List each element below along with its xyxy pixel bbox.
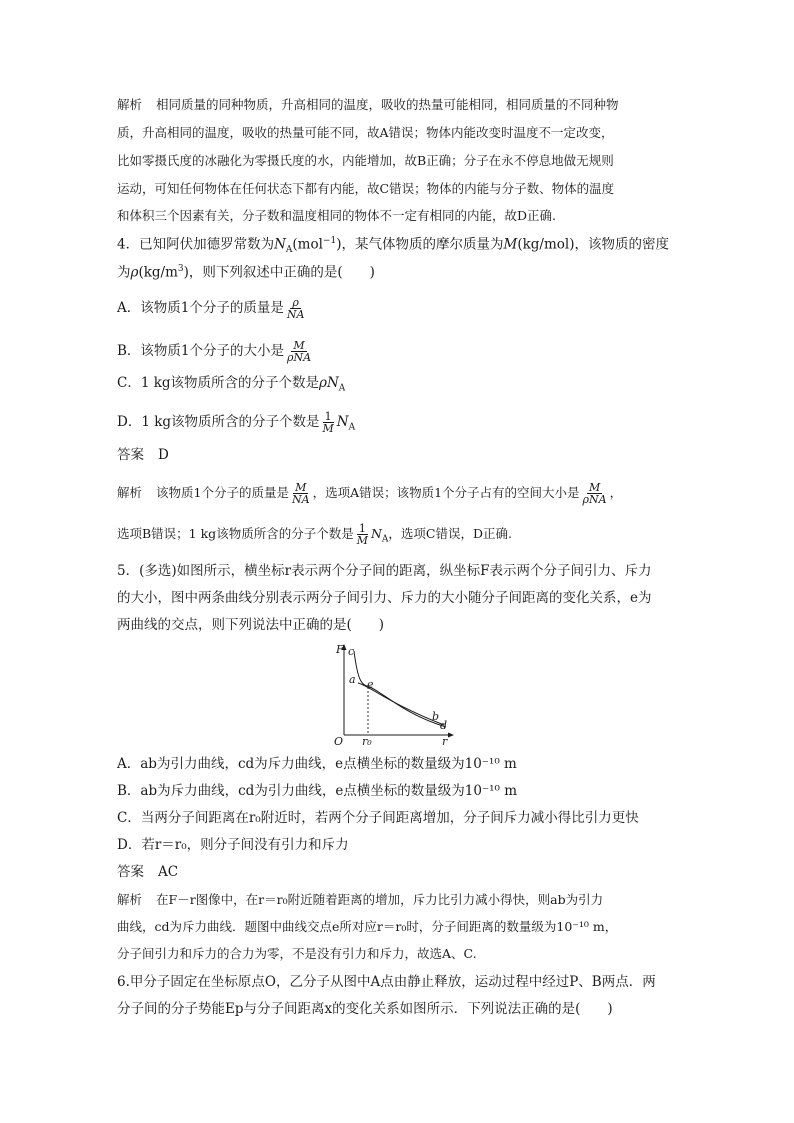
q4-option-c: C．1 kg该物质所含的分子个数是$\rho N_A$ bbox=[117, 375, 346, 394]
q4-option-a: A．该物质1个分子的质量是 $\frac{\rho}{NA}$ bbox=[117, 296, 305, 321]
q4-analysis-line-1: 解析 该物质1个分子的质量是 $\frac{M}{NA}$ ，选项A错误；该物质1个分子占有的空间大小是 $\frac{M}{\text{ρNA}}$ ， bbox=[117, 481, 623, 506]
q5-stem-line: 5．(多选)如图所示，横坐标r表示两个分子间的距离，纵坐标F表示两个分子间引力、斥力 bbox=[117, 563, 652, 579]
q4-option-b: B．该物质1个分子的大小是 $\frac{M}{\text{ρNA}}$ bbox=[117, 339, 312, 364]
axis-label-r: r bbox=[442, 735, 448, 748]
analysis-line: 运动，可知任何物体在任何状态下都有内能，故C错误；物体的内能与分子数、物体的温度 bbox=[117, 181, 615, 196]
force-distance-figure bbox=[336, 641, 456, 746]
q6-stem-line: 分子间的分子势能Ep与分子间距离x的变化关系如图所示．下列说法正确的是( ) bbox=[117, 1001, 613, 1017]
q5-option-d: D．若r＝r₀，则分子间没有引力和斥力 bbox=[117, 837, 349, 853]
q5-answer: 答案 AC bbox=[117, 864, 179, 880]
fraction: $\frac{M}{\text{ρNA}}$ bbox=[287, 339, 312, 364]
origin-label: O bbox=[334, 735, 344, 748]
analysis-line: 解析 相同质量的同种物质，升高相同的温度，吸收的热量可能相同，相同质量的不同种物 bbox=[117, 97, 619, 112]
q5-stem-line: 的大小，图中两条曲线分别表示两分子间引力、斥力的大小随分子间距离的变化关系，e为 bbox=[117, 590, 652, 606]
q5-analysis-line: 曲线，cd为斥力曲线．题图中曲线交点e所对应r＝r₀时，分子间距离的数量级为10⁻¹⁰ m， bbox=[117, 919, 618, 934]
analysis-label: 解析 bbox=[117, 97, 143, 112]
label-c: c bbox=[348, 645, 355, 658]
analysis-line: 和体积三个因素有关，分子数和温度相同的物体不一定有相同的内能，故D正确. bbox=[117, 208, 556, 223]
analysis-line: 比如零摄氏度的冰融化为零摄氏度的水，内能增加，故B正确；分子在永不停息地做无规则 bbox=[117, 153, 614, 168]
q4-option-d: D．1 kg该物质所含的分子个数是 $\frac{1}{M}$ $N_A$ bbox=[117, 410, 356, 435]
q6-stem-line: 6.甲分子固定在坐标原点O，乙分子从图中A点由静止释放，运动过程中经过P、B两点．两 bbox=[117, 974, 656, 990]
label-b: b bbox=[432, 710, 440, 723]
analysis-line: 质，升高相同的温度，吸收的热量可能不同，故A错误；物体内能改变时温度不一定改变， bbox=[117, 125, 614, 140]
q4-stem-line-1: 4．已知阿伏加德罗常数为$N_A(mol^{-1})$，某气体物质的摩尔质量为M(kg/mol)，该物质的密度 bbox=[117, 236, 669, 256]
q5-analysis-line: 解析 在F－r图像中，在r＝r₀附近随着距离的增加，斥力比引力减小得快，则ab为引力 bbox=[117, 892, 604, 907]
label-e: e bbox=[367, 678, 374, 691]
q4-analysis-line-2: 选项B错误；1 kg该物质所含的分子个数是 $\frac{1}{M}$ $N_A$，选项C错误，D正确. bbox=[117, 522, 512, 547]
q4-stem-line-2: 为$\rho(kg/m^3)$，则下列叙述中正确的是( ) bbox=[117, 264, 375, 281]
q5-analysis-line: 分子间引力和斥力的合力为零，不是没有引力和斥力，故选A、C. bbox=[117, 946, 477, 961]
fraction: $\frac{M}{\text{ρNA}}$ bbox=[582, 481, 607, 506]
q5-option-a: A．ab为引力曲线，cd为斥力曲线，e点横坐标的数量级为10⁻¹⁰ m bbox=[117, 756, 517, 772]
label-d: d bbox=[440, 719, 448, 732]
axis-label-f: F bbox=[336, 643, 344, 656]
fraction: $\frac{1}{M}$ bbox=[322, 410, 334, 435]
fraction: $\frac{M}{NA}$ bbox=[291, 481, 310, 506]
q4-answer: 答案 D bbox=[117, 447, 169, 463]
x-axis-arrow bbox=[448, 733, 454, 738]
r0-label: r₀ bbox=[362, 735, 372, 748]
q5-option-c: C．当两分子间距离在r₀附近时，若两个分子间距离增加，分子间斥力减小得比引力更快 bbox=[117, 810, 639, 826]
label-a: a bbox=[349, 673, 356, 686]
q5-option-b: B．ab为斥力曲线，cd为引力曲线，e点横坐标的数量级为10⁻¹⁰ m bbox=[117, 783, 518, 799]
fraction: $\frac{1}{M}$ bbox=[356, 522, 368, 547]
fraction: $\frac{\rho}{NA}$ bbox=[286, 296, 305, 321]
q5-stem-line: 两曲线的交点，则下列说法中正确的是( ) bbox=[117, 617, 385, 633]
